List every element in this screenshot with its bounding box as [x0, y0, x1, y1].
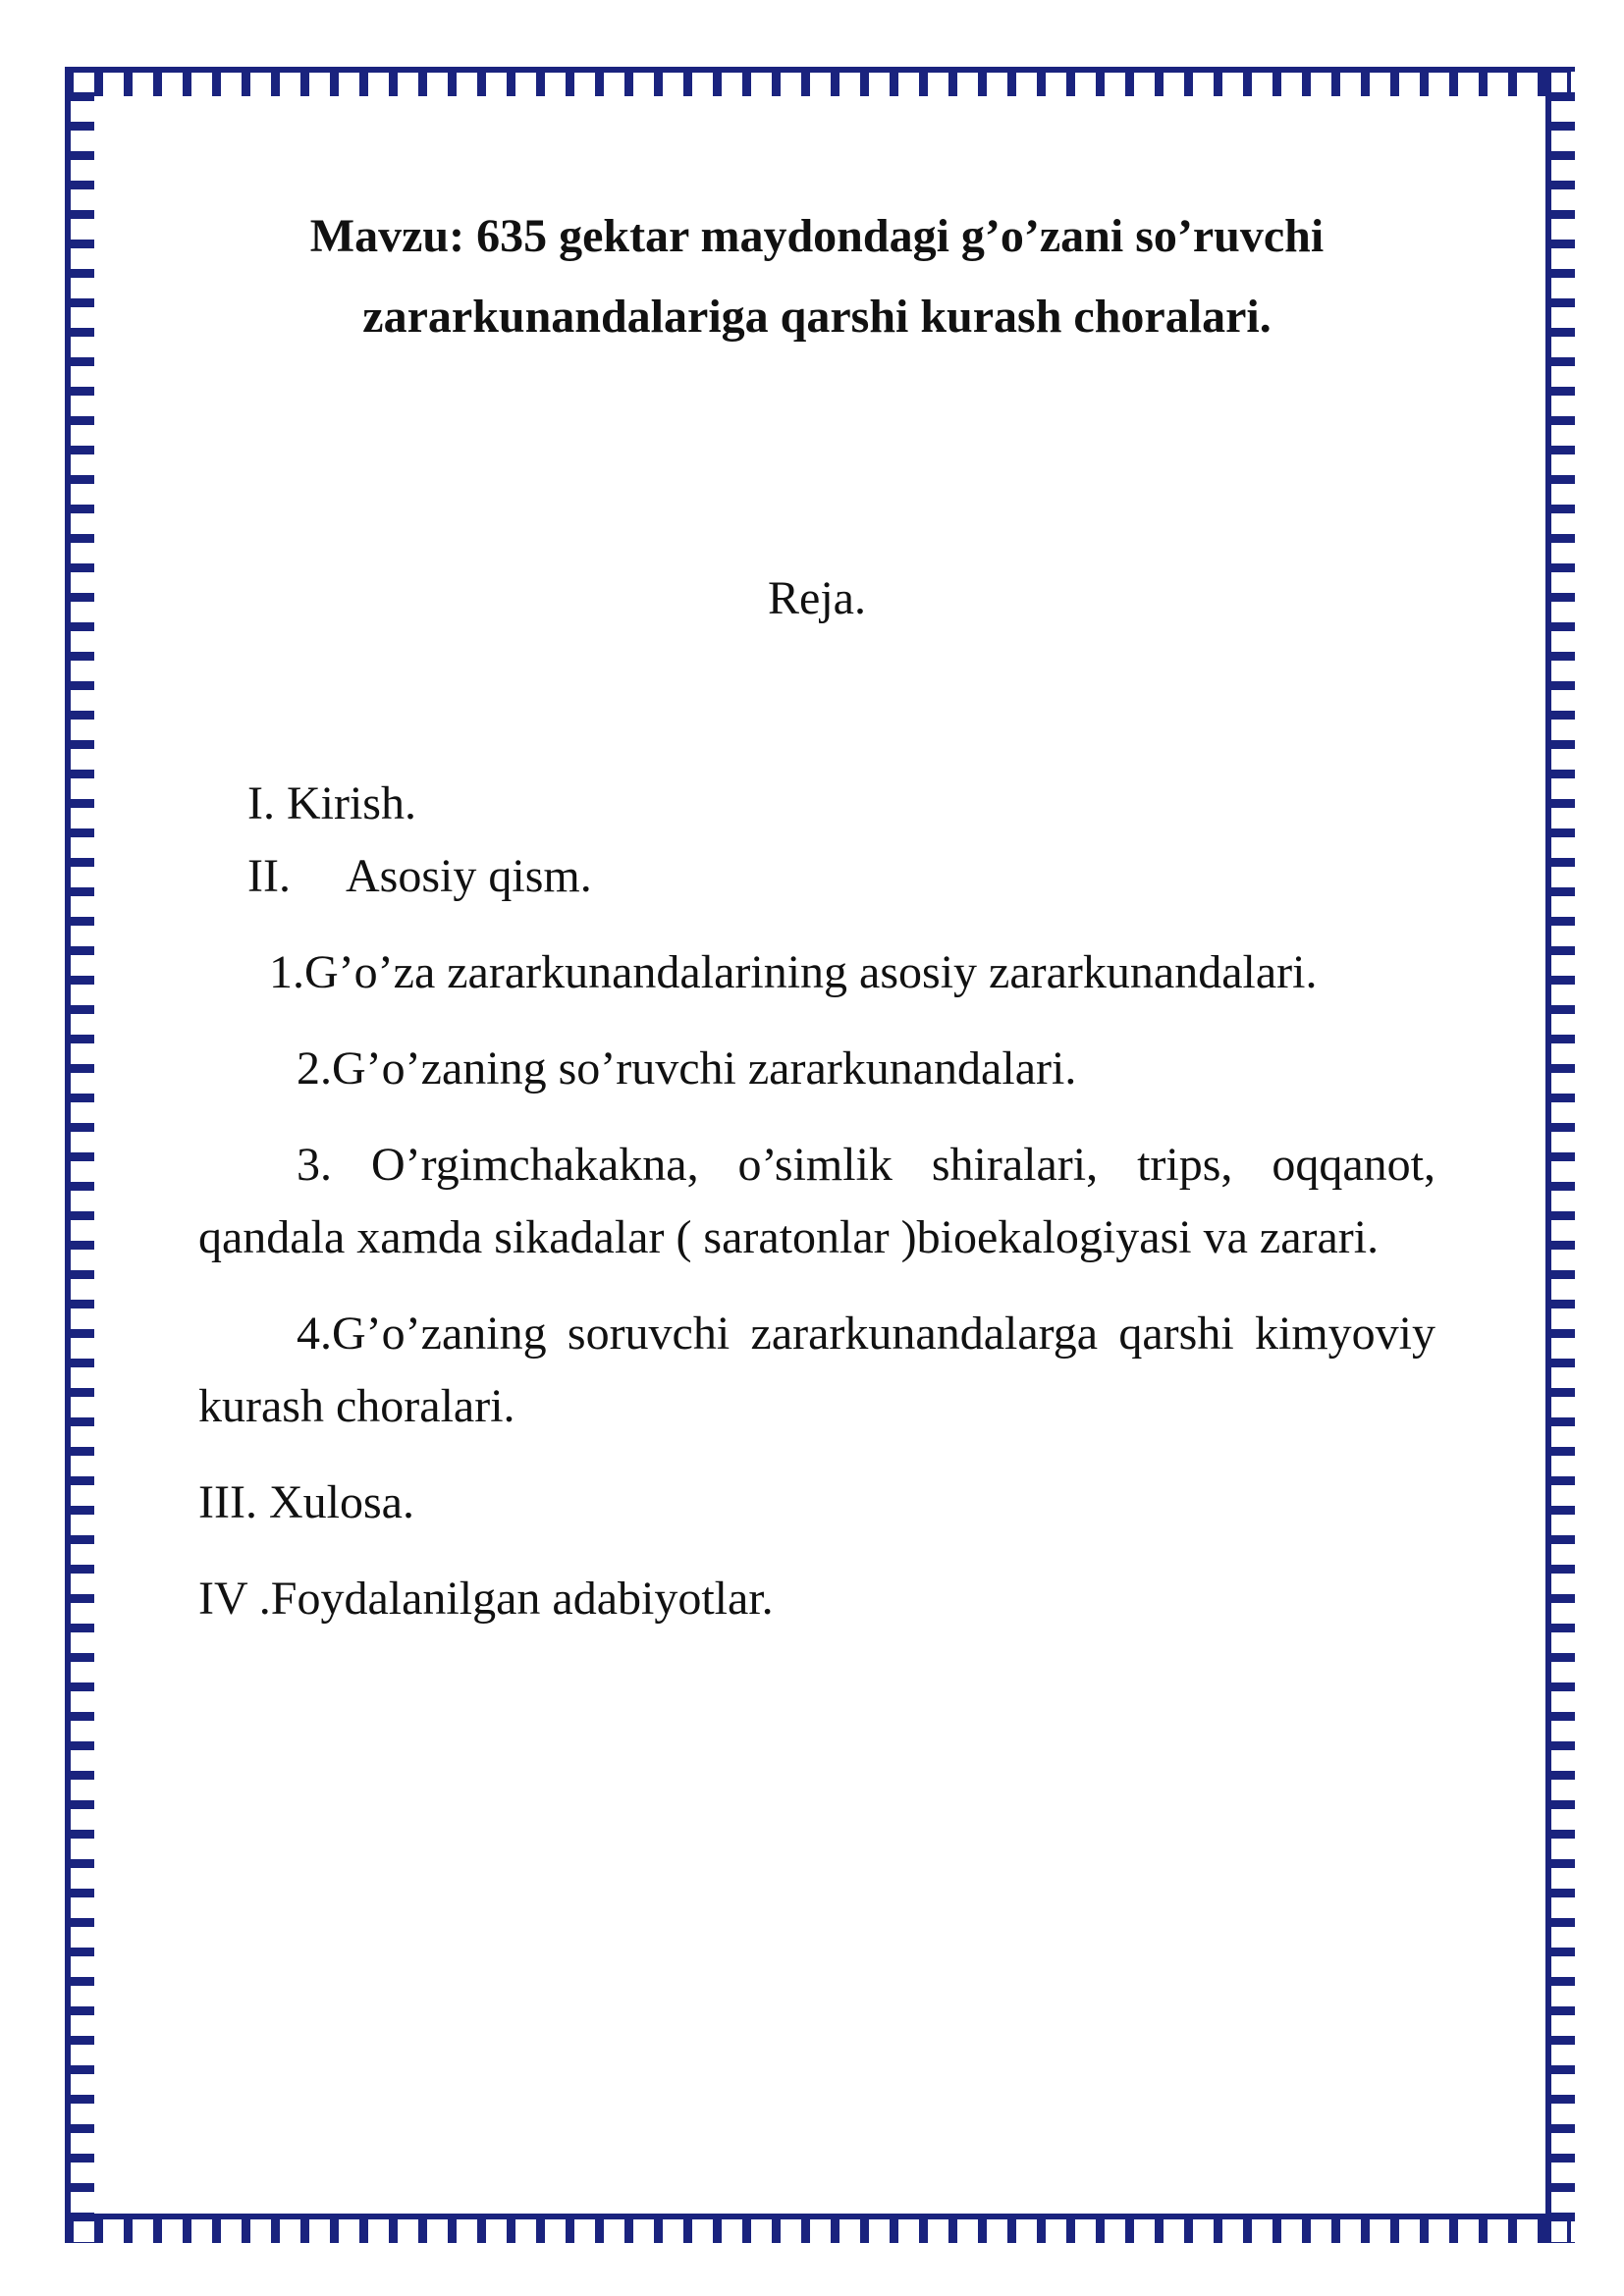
page-border-left: [65, 67, 94, 2243]
document-title: [198, 196, 1435, 357]
plan-item-conclusion: III. Xulosa.: [198, 1476, 414, 1528]
plan-item-intro: I. Kirish.: [247, 777, 416, 829]
title-line-2: zararkunandalariga qarshi kurash choralari.: [362, 291, 1272, 343]
plan-list: [198, 768, 1435, 1635]
plan-heading: Reja.: [768, 572, 866, 624]
document-body: [198, 196, 1435, 1625]
plan-item-references: IV .Foydalanilgan adabiyotlar.: [198, 1573, 774, 1625]
page-border-top: [69, 67, 1571, 96]
plan-subitem-3: 3. O’rgimchakakna, o’simlik shiralari, trips, oqqanot, qandala xamda sikadalar ( saratonlar )bioekalogiyasi va zarari.: [198, 1139, 1435, 1263]
page-border-bottom: [69, 2214, 1571, 2243]
page-border-right: [1545, 67, 1575, 2243]
plan-item-main: [198, 840, 1435, 913]
plan-item-main-label: Asosiy qism.: [346, 850, 592, 902]
plan-subitem-1: 1.G’o’za zararkunandalarining asosiy zararkunandalari.: [269, 946, 1318, 998]
title-line-1: Mavzu: 635 gektar maydondagi g’o’zani so’ruvchi: [309, 210, 1325, 262]
plan-subitem-4: 4.G’o’zaning soruvchi zararkunandalarga qarshi kimyoviy kurash choralari.: [198, 1308, 1435, 1432]
plan-item-main-number: II.: [247, 850, 291, 902]
plan-subitem-2: 2.G’o’zaning so’ruvchi zararkunandalari.: [297, 1042, 1077, 1095]
